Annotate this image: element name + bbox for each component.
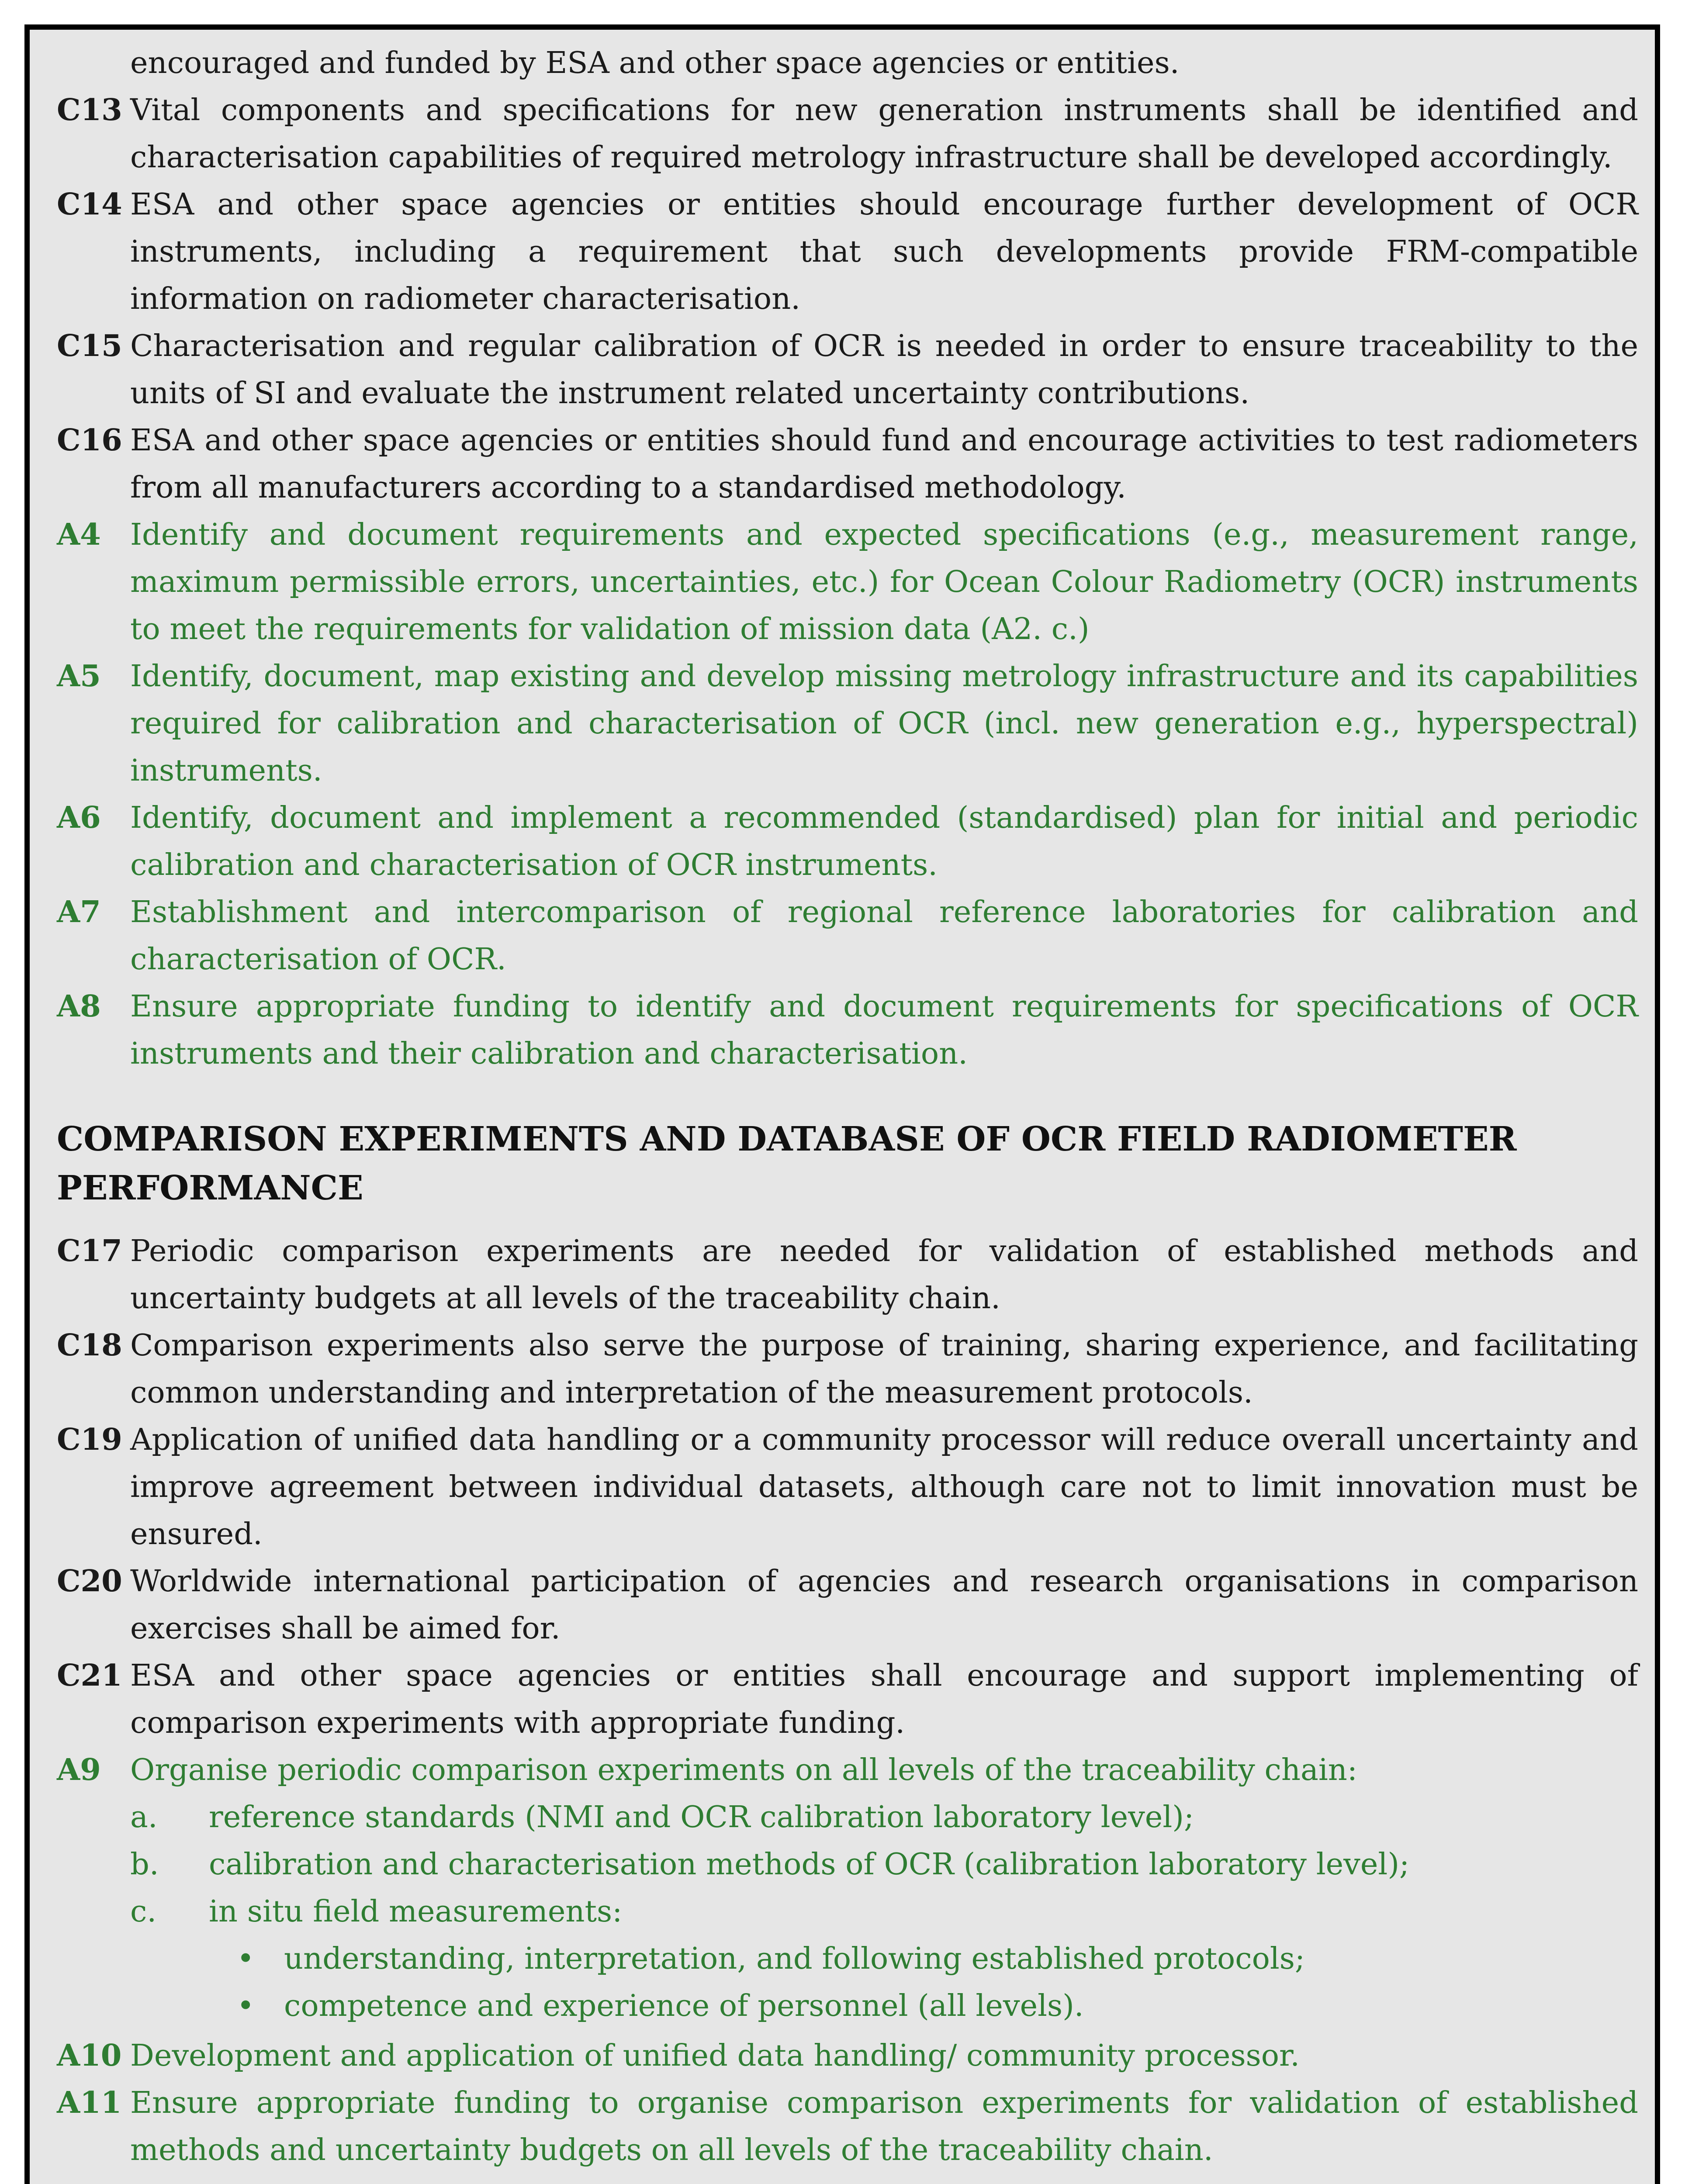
item-label: C14 — [57, 187, 122, 222]
item-label: A11 — [57, 2085, 122, 2120]
item-c21 — [57, 1652, 1638, 1746]
item-label: C20 — [57, 1564, 122, 1599]
a9-subitem-a — [57, 1794, 1638, 1841]
item-a9 — [57, 1746, 1638, 1794]
item-c14 — [57, 181, 1638, 322]
item-text: ESA and other space agencies or entities should fund and encourage activities to test radiometers from all manufacturers according to a standardised methodology. — [130, 423, 1638, 505]
bullet-icon: • — [237, 1988, 255, 2023]
subitem-text: reference standards (NMI and OCR calibration laboratory level); — [209, 1800, 1194, 1835]
a9-subitem-b — [57, 1841, 1638, 1888]
item-c16 — [57, 417, 1638, 511]
item-label: C21 — [57, 1658, 122, 1693]
item-a4 — [57, 511, 1638, 653]
item-text: Characterisation and regular calibration of OCR is needed in order to ensure traceability to the units of SI and evaluate the instrument related uncertainty contributions. — [130, 328, 1638, 411]
item-text: Vital components and specifications for new generation instruments shall be identified and characterisation capabilities of required metrology infrastructure shall be developed accordingly. — [130, 93, 1638, 175]
item-text: Worldwide international participation of agencies and research organisations in comparison exercises shall be aimed for. — [130, 1564, 1638, 1646]
document-panel — [24, 24, 1660, 2184]
item-text: Ensure appropriate funding to identify and document requirements for specifications of OCR instruments and their calibration and characterisation. — [130, 989, 1638, 1071]
item-label: C15 — [57, 328, 122, 363]
item-label: C16 — [57, 423, 122, 458]
intro-fragment — [57, 39, 1638, 86]
document-content — [57, 39, 1638, 2184]
item-a10 — [57, 2032, 1638, 2079]
item-text: Establishment and intercomparison of regional reference laboratories for calibration and characterisation of OCR. — [130, 895, 1638, 977]
item-a6 — [57, 794, 1638, 888]
item-label: A6 — [57, 800, 101, 835]
subitem-text: in situ field measurements: — [209, 1894, 623, 1929]
item-label: A5 — [57, 659, 101, 694]
subitem-label: a. — [130, 1800, 158, 1835]
subitem-text: calibration and characterisation methods of OCR (calibration laboratory level); — [209, 1847, 1410, 1882]
item-label: A4 — [57, 517, 101, 552]
item-text: ESA and other space agencies or entities should encourage further development of OCR instruments, including a requirement that such developments provide FRM-compatible information on radiometer characterisation. — [130, 187, 1638, 316]
subitem-label: b. — [130, 1847, 159, 1882]
bullet-text: competence and experience of personnel (all levels). — [284, 1988, 1084, 2023]
item-label: A7 — [57, 895, 101, 930]
item-c20 — [57, 1558, 1638, 1652]
item-text: Ensure appropriate funding to organise comparison experiments for validation of established methods and uncertainty budgets on all levels of the traceability chain. — [130, 2085, 1638, 2167]
bullet-text: understanding, interpretation, and following established protocols; — [284, 1941, 1305, 1976]
item-text: Identify, document, map existing and develop missing metrology infrastructure and its capabilities required for calibration and characterisation of OCR (incl. new generation e.g., hyperspectral) instruments. — [130, 659, 1638, 788]
item-c13 — [57, 86, 1638, 181]
a9-subitem-c — [57, 1888, 1638, 1935]
intro-fragment-text: encouraged and funded by ESA and other space agencies or entities. — [130, 45, 1180, 80]
subitem-label: c. — [130, 1894, 157, 1929]
item-label: C19 — [57, 1422, 122, 1457]
item-text: ESA and other space agencies or entities shall encourage and support implementing of comparison experiments with appropriate funding. — [130, 1658, 1638, 1740]
item-a11 — [57, 2079, 1638, 2174]
bullet-icon: • — [237, 1941, 255, 1976]
item-label: C17 — [57, 1234, 122, 1268]
item-c18 — [57, 1322, 1638, 1416]
item-label: C18 — [57, 1328, 122, 1363]
item-text: Periodic comparison experiments are needed for validation of established methods and uncertainty budgets at all levels of the traceability chain. — [130, 1234, 1638, 1316]
item-text: Organise periodic comparison experiments on all levels of the traceability chain: — [130, 1752, 1357, 1787]
item-text: Application of unified data handling or a community processor will reduce overall uncertainty and improve agreement between individual datasets, although care not to limit innovation must be ensured. — [130, 1422, 1638, 1552]
item-label: C13 — [57, 93, 122, 128]
section-heading-comparison: COMPARISON EXPERIMENTS AND DATABASE OF OCR FIELD RADIOMETER PERFORMANCE — [57, 1120, 1517, 1208]
item-text: Identify, document and implement a recommended (standardised) plan for initial and periodic calibration and characterisation of OCR instruments. — [130, 800, 1638, 882]
a9-bullet-1 — [57, 1935, 1638, 1982]
item-text: Comparison experiments also serve the purpose of training, sharing experience, and facilitating common understanding and interpretation of the measurement protocols. — [130, 1328, 1638, 1410]
item-a8 — [57, 983, 1638, 1077]
item-text: Identify and document requirements and expected specifications (e.g., measurement range, maximum permissible errors, uncertainties, etc.) for Ocean Colour Radiometry (OCR) instruments to meet the requirements for validation of mission data (A2. c.) — [130, 517, 1638, 646]
item-a5 — [57, 653, 1638, 794]
item-c15 — [57, 322, 1638, 417]
item-c19 — [57, 1416, 1638, 1558]
item-a7 — [57, 888, 1638, 983]
item-label: A10 — [57, 2038, 122, 2073]
item-label: A8 — [57, 989, 101, 1024]
item-text: Development and application of unified data handling/ community processor. — [130, 2038, 1300, 2073]
item-label: A9 — [57, 1752, 101, 1787]
item-c17 — [57, 1227, 1638, 1322]
a9-bullet-2 — [57, 1982, 1638, 2029]
